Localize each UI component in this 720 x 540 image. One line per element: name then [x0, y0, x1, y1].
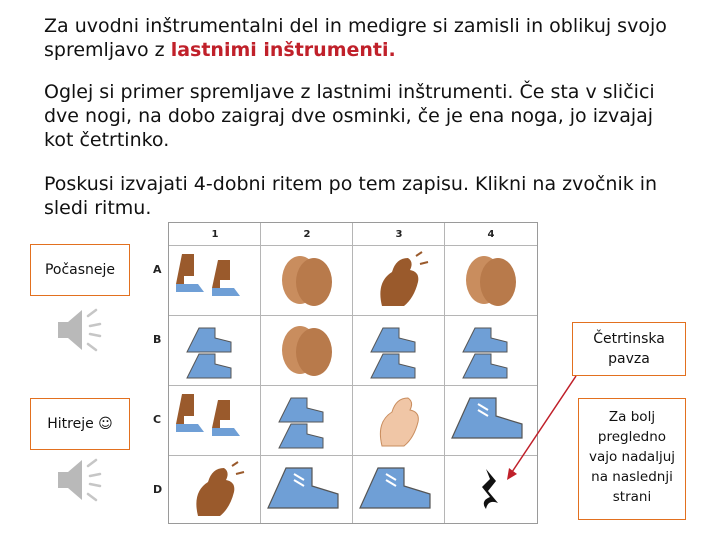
column-header: 1	[211, 228, 219, 240]
row-label: B	[153, 333, 162, 346]
note-line: Za bolj	[608, 409, 656, 425]
instruction-paragraph-2: Oglej si primer spremljave z lastnimi inštrumenti. Če sta v sličici dve nogi, na dobo zaigraj dve osminki, če je ena noga, jo izvajaj kot četrtinko.	[44, 81, 655, 151]
instruction-paragraph-3: Poskusi izvajati 4-dobni ritem po tem zapisu. Klikni na zvočnik in sledi ritmu.	[44, 173, 658, 219]
paragraph-1-text: Za uvodni inštrumentalni del in medigre si zamisli in oblikuj svojo spremljavo z	[44, 15, 667, 61]
faster-box: Hitreje ☺	[30, 398, 130, 450]
column-header: 2	[303, 228, 311, 240]
quarter-rest-line-2: pavza	[608, 351, 650, 367]
paragraph-1-highlight: lastnimi inštrumenti.	[170, 39, 396, 61]
slower-box: Počasneje	[30, 244, 130, 296]
row-label: D	[153, 483, 163, 496]
quarter-rest-line-1: Četrtinska	[593, 331, 665, 347]
note-line: na naslednji	[591, 469, 673, 485]
column-header: 4	[487, 228, 495, 240]
row-label: A	[153, 263, 162, 276]
column-header: 3	[395, 228, 403, 240]
note-line: pregledno	[597, 429, 667, 445]
row-label: C	[153, 413, 162, 426]
note-line: vajo nadaljuj	[588, 449, 676, 465]
note-line: strani	[612, 489, 652, 505]
